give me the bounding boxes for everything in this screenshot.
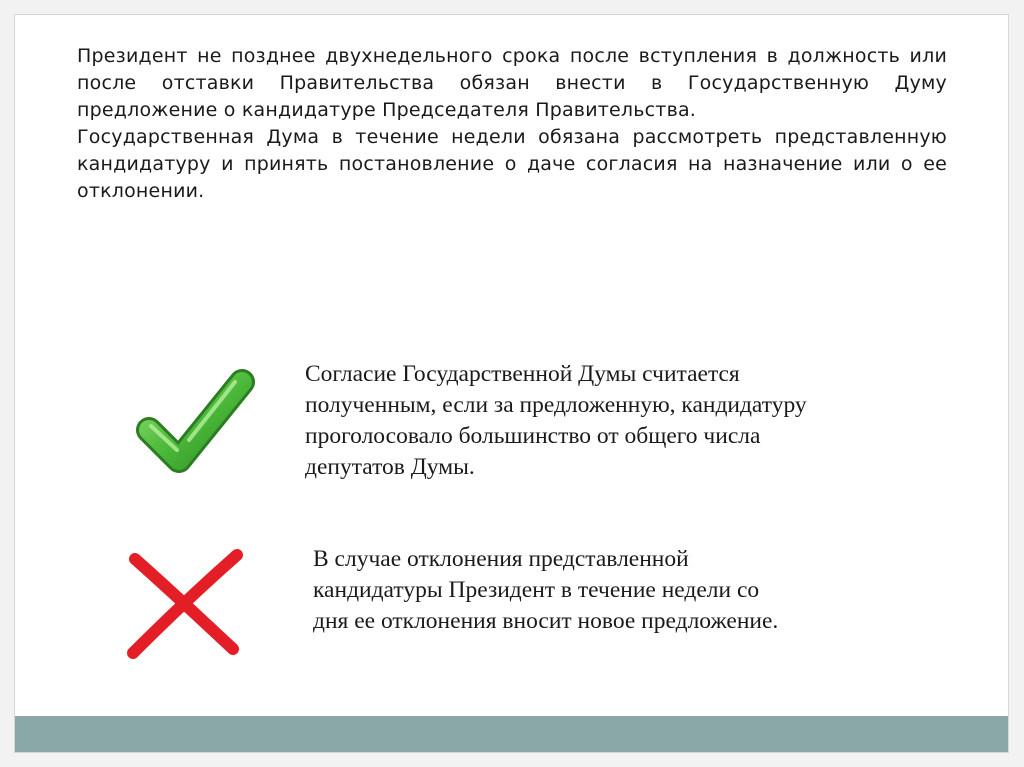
intro-paragraph-2: Государственная Дума в течение недели обязана рассмотреть представленную кандидатуру и принять постановление о даче согласия на назначение или о ее отклонении. xyxy=(77,126,947,202)
intro-paragraph-1: Президент не позднее двухнедельного срока после вступления в должность или после отставки Правительства обязан внести в Государственную Думу предложение о кандидатуре Председателя Правительства. xyxy=(77,45,947,121)
rejection-text: В случае отклонения представленной кандидатуры Президент в течение недели со дня ее отклонения вносит новое предложение. xyxy=(313,546,779,634)
check-icon xyxy=(127,360,257,478)
cross-icon xyxy=(119,545,249,667)
approval-text: Согласие Государственной Думы считается полученным, если за предложенную, кандидатуру проголосовало большинство от общего числа депутатов Думы. xyxy=(305,361,807,480)
intro-text-block xyxy=(77,43,947,205)
footer-bar xyxy=(15,716,1008,752)
slide xyxy=(14,14,1009,753)
